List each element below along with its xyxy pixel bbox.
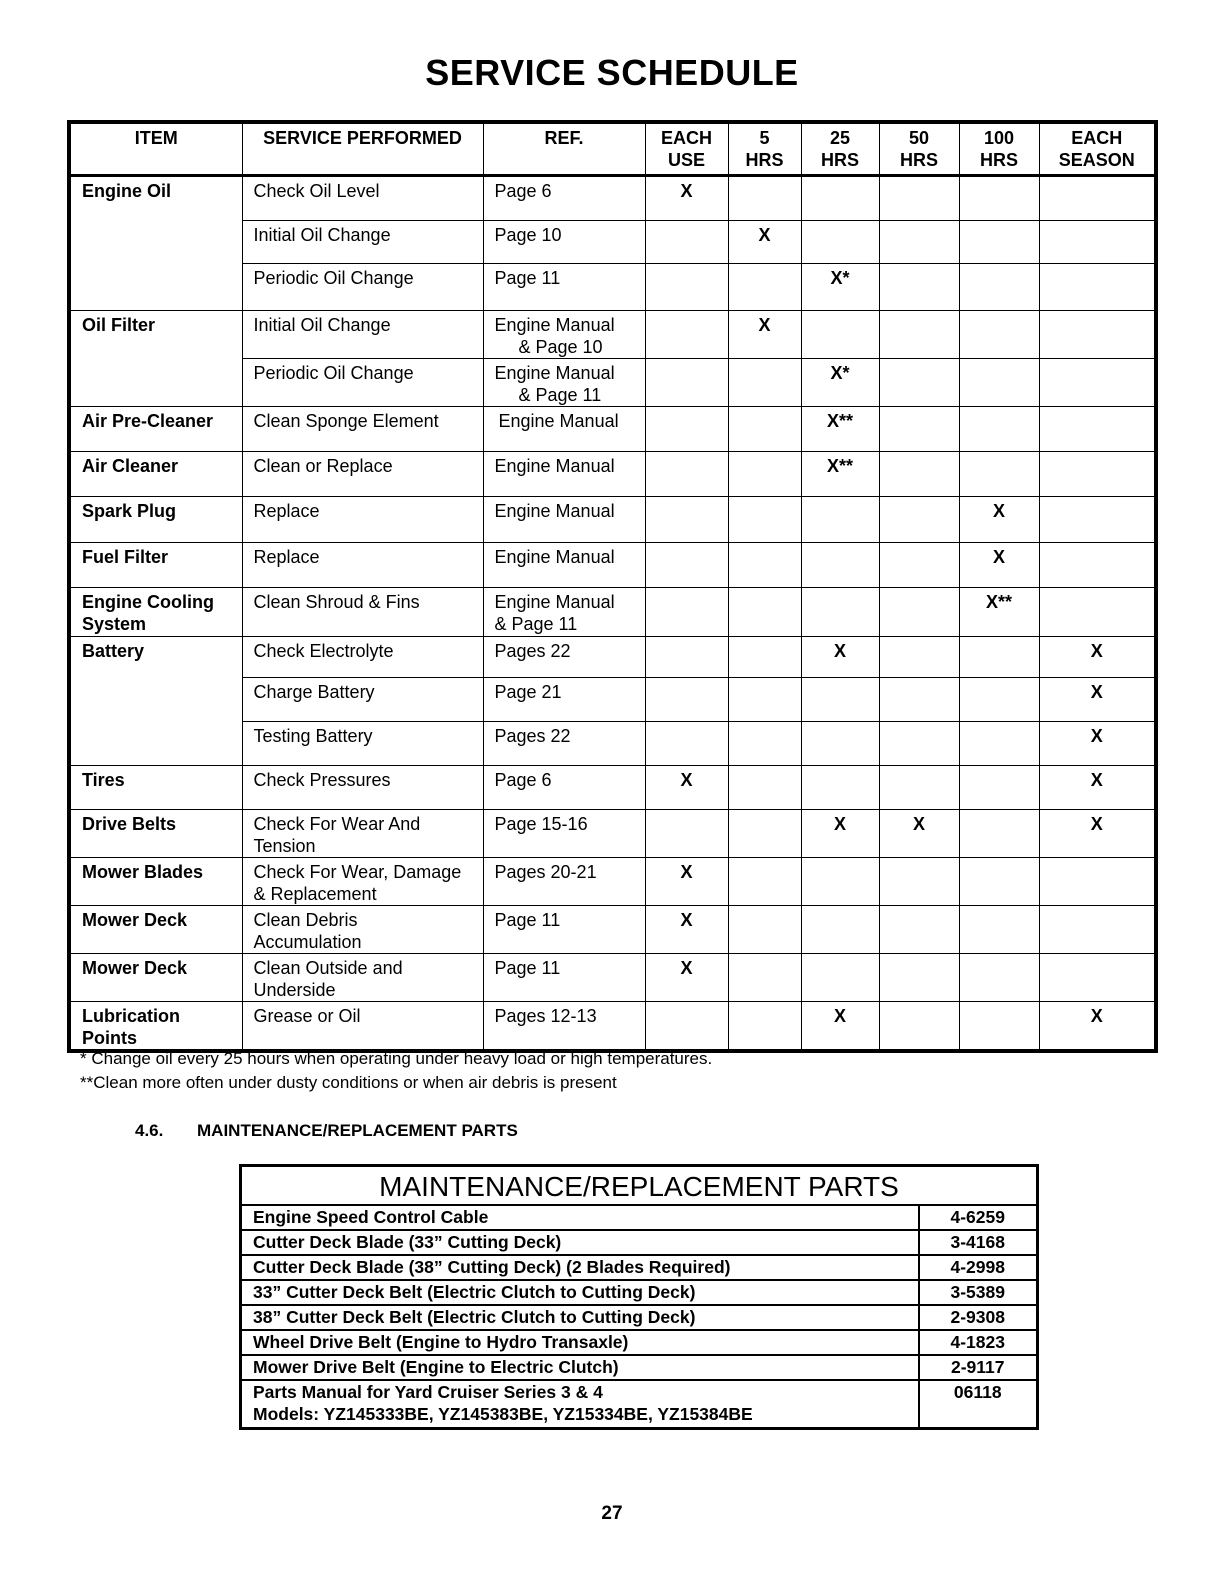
mark-100-hrs — [959, 857, 1039, 905]
mark-each-season — [1039, 542, 1156, 587]
schedule-row — [69, 1001, 1156, 1051]
header-50-hrs: 50 HRS — [879, 122, 959, 175]
mark-each-season: X — [1039, 636, 1156, 677]
mark-100-hrs — [959, 406, 1039, 451]
mark-50-hrs — [879, 857, 959, 905]
mark-5-hrs — [728, 636, 801, 677]
part-description: 38” Cutter Deck Belt (Electric Clutch to Cutting Deck) — [241, 1305, 919, 1330]
mark-100-hrs — [959, 765, 1039, 809]
schedule-row — [69, 406, 1156, 451]
part-description: Cutter Deck Blade (38” Cutting Deck) (2 Blades Required) — [241, 1255, 919, 1280]
mark-5-hrs — [728, 953, 801, 1001]
part-description: Cutter Deck Blade (33” Cutting Deck) — [241, 1230, 919, 1255]
mark-each-use — [645, 1001, 728, 1051]
schedule-service: Check Electrolyte — [242, 636, 483, 677]
mark-each-use — [645, 587, 728, 636]
schedule-ref: Engine Manual — [483, 406, 645, 451]
mark-50-hrs — [879, 220, 959, 263]
header-item: ITEM — [69, 122, 242, 175]
mark-5-hrs — [728, 721, 801, 765]
mark-50-hrs — [879, 451, 959, 496]
schedule-row — [69, 636, 1156, 677]
footnote-oil: * Change oil every 25 hours when operating under heavy load or high temperatures. — [80, 1049, 713, 1068]
mark-5-hrs: X — [728, 310, 801, 358]
schedule-service: Charge Battery — [242, 677, 483, 721]
mark-each-use — [645, 310, 728, 358]
mark-each-season — [1039, 310, 1156, 358]
schedule-item: Oil Filter — [69, 310, 242, 358]
parts-row — [241, 1355, 1038, 1380]
schedule-row — [69, 721, 1156, 765]
schedule-ref: Page 21 — [483, 677, 645, 721]
schedule-ref: Page 11 — [483, 953, 645, 1001]
mark-5-hrs — [728, 765, 801, 809]
mark-5-hrs — [728, 1001, 801, 1051]
schedule-ref: Pages 12-13 — [483, 1001, 645, 1051]
mark-each-season: X — [1039, 677, 1156, 721]
schedule-item: Tires — [69, 765, 242, 809]
schedule-ref: Pages 22 — [483, 721, 645, 765]
schedule-service: Clean Outside and Underside — [242, 953, 483, 1001]
schedule-ref: Page 6 — [483, 175, 645, 220]
mark-100-hrs — [959, 677, 1039, 721]
mark-each-season: X — [1039, 809, 1156, 857]
mark-each-use — [645, 636, 728, 677]
part-number: 3-4168 — [919, 1230, 1038, 1255]
mark-5-hrs — [728, 406, 801, 451]
parts-table — [239, 1164, 1039, 1430]
mark-each-season: X — [1039, 721, 1156, 765]
mark-50-hrs — [879, 721, 959, 765]
header-ref: REF. — [483, 122, 645, 175]
mark-100-hrs — [959, 636, 1039, 677]
mark-25-hrs — [801, 677, 879, 721]
parts-row — [241, 1230, 1038, 1255]
mark-25-hrs: X** — [801, 406, 879, 451]
schedule-service: Testing Battery — [242, 721, 483, 765]
mark-each-use — [645, 358, 728, 406]
schedule-item: Lubrication Points — [69, 1001, 242, 1051]
mark-each-use — [645, 406, 728, 451]
mark-5-hrs — [728, 677, 801, 721]
part-number: 4-6259 — [919, 1205, 1038, 1230]
mark-25-hrs — [801, 310, 879, 358]
schedule-ref: Pages 20-21 — [483, 857, 645, 905]
mark-5-hrs — [728, 542, 801, 587]
schedule-service: Clean Shroud & Fins — [242, 587, 483, 636]
mark-each-season — [1039, 587, 1156, 636]
mark-each-use: X — [645, 175, 728, 220]
schedule-row — [69, 677, 1156, 721]
mark-100-hrs: X — [959, 542, 1039, 587]
schedule-row — [69, 496, 1156, 542]
schedule-service: Initial Oil Change — [242, 220, 483, 263]
parts-row — [241, 1305, 1038, 1330]
mark-5-hrs — [728, 263, 801, 310]
mark-each-use — [645, 263, 728, 310]
mark-100-hrs — [959, 358, 1039, 406]
mark-50-hrs — [879, 496, 959, 542]
schedule-row — [69, 220, 1156, 263]
part-description: Wheel Drive Belt (Engine to Hydro Transaxle) — [241, 1330, 919, 1355]
schedule-row — [69, 451, 1156, 496]
schedule-row — [69, 587, 1156, 636]
mark-each-season: X — [1039, 765, 1156, 809]
mark-25-hrs — [801, 721, 879, 765]
mark-100-hrs — [959, 905, 1039, 953]
mark-50-hrs — [879, 587, 959, 636]
schedule-item: Mower Deck — [69, 953, 242, 1001]
schedule-item: Mower Deck — [69, 905, 242, 953]
schedule-ref: Engine Manual — [483, 496, 645, 542]
schedule-service: Clean or Replace — [242, 451, 483, 496]
schedule-item: Engine Oil — [69, 175, 242, 220]
schedule-row — [69, 809, 1156, 857]
mark-25-hrs — [801, 220, 879, 263]
mark-100-hrs — [959, 953, 1039, 1001]
mark-each-use — [645, 496, 728, 542]
parts-row — [241, 1255, 1038, 1280]
schedule-service: Grease or Oil — [242, 1001, 483, 1051]
mark-each-season — [1039, 451, 1156, 496]
mark-each-use — [645, 451, 728, 496]
part-number: 3-5389 — [919, 1280, 1038, 1305]
header-100-hrs: 100 HRS — [959, 122, 1039, 175]
part-number: 4-2998 — [919, 1255, 1038, 1280]
footnotes — [80, 1047, 712, 1095]
mark-each-season — [1039, 220, 1156, 263]
mark-50-hrs — [879, 263, 959, 310]
schedule-item: Spark Plug — [69, 496, 242, 542]
mark-25-hrs — [801, 542, 879, 587]
parts-row — [241, 1330, 1038, 1355]
mark-5-hrs — [728, 809, 801, 857]
mark-100-hrs: X — [959, 496, 1039, 542]
mark-each-use: X — [645, 905, 728, 953]
schedule-item — [69, 358, 242, 406]
parts-manual-description: Parts Manual for Yard Cruiser Series 3 & 4 Models: YZ145333BE, YZ145383BE, YZ15334BE, YZ15384BE — [241, 1380, 919, 1428]
section-heading — [135, 1121, 518, 1141]
mark-100-hrs — [959, 451, 1039, 496]
mark-each-use — [645, 220, 728, 263]
schedule-row — [69, 358, 1156, 406]
mark-100-hrs — [959, 721, 1039, 765]
schedule-service: Check For Wear, Damage & Replacement — [242, 857, 483, 905]
mark-25-hrs: X** — [801, 451, 879, 496]
mark-50-hrs — [879, 905, 959, 953]
service-schedule-table — [67, 120, 1158, 1053]
part-description: Mower Drive Belt (Engine to Electric Clutch) — [241, 1355, 919, 1380]
part-number: 2-9117 — [919, 1355, 1038, 1380]
mark-each-use — [645, 677, 728, 721]
schedule-item — [69, 220, 242, 263]
part-description: Engine Speed Control Cable — [241, 1205, 919, 1230]
schedule-service: Initial Oil Change — [242, 310, 483, 358]
mark-each-season — [1039, 905, 1156, 953]
schedule-service: Check Oil Level — [242, 175, 483, 220]
schedule-ref: Pages 22 — [483, 636, 645, 677]
schedule-row — [69, 765, 1156, 809]
schedule-row — [69, 953, 1156, 1001]
mark-100-hrs — [959, 1001, 1039, 1051]
header-service: SERVICE PERFORMED — [242, 122, 483, 175]
schedule-item: Mower Blades — [69, 857, 242, 905]
mark-each-season — [1039, 358, 1156, 406]
schedule-item: Engine Cooling System — [69, 587, 242, 636]
schedule-ref: Engine Manual & Page 11 — [483, 358, 645, 406]
page-number: 27 — [601, 1503, 623, 1524]
mark-50-hrs — [879, 953, 959, 1001]
mark-5-hrs — [728, 587, 801, 636]
mark-25-hrs — [801, 953, 879, 1001]
mark-each-season — [1039, 953, 1156, 1001]
mark-100-hrs — [959, 809, 1039, 857]
mark-50-hrs — [879, 542, 959, 587]
schedule-service: Clean Debris Accumulation — [242, 905, 483, 953]
mark-each-season: X — [1039, 1001, 1156, 1051]
schedule-ref: Engine Manual — [483, 542, 645, 587]
mark-50-hrs — [879, 310, 959, 358]
schedule-item — [69, 263, 242, 310]
schedule-ref: Engine Manual & Page 11 — [483, 587, 645, 636]
mark-each-use — [645, 542, 728, 587]
mark-each-use: X — [645, 765, 728, 809]
mark-100-hrs — [959, 220, 1039, 263]
mark-25-hrs — [801, 587, 879, 636]
schedule-row — [69, 263, 1156, 310]
schedule-item: Air Cleaner — [69, 451, 242, 496]
page-title: SERVICE SCHEDULE — [425, 52, 799, 93]
mark-5-hrs — [728, 175, 801, 220]
parts-manual-number: 06118 — [919, 1380, 1038, 1428]
part-description: 33” Cutter Deck Belt (Electric Clutch to Cutting Deck) — [241, 1280, 919, 1305]
mark-each-use — [645, 721, 728, 765]
schedule-item: Air Pre-Cleaner — [69, 406, 242, 451]
parts-row — [241, 1205, 1038, 1230]
mark-25-hrs: X* — [801, 358, 879, 406]
mark-each-use: X — [645, 953, 728, 1001]
schedule-ref: Engine Manual — [483, 451, 645, 496]
schedule-row — [69, 905, 1156, 953]
part-number: 2-9308 — [919, 1305, 1038, 1330]
schedule-ref: Engine Manual & Page 10 — [483, 310, 645, 358]
footnote-dust: **Clean more often under dusty conditions or when air debris is present — [80, 1073, 617, 1092]
mark-50-hrs — [879, 175, 959, 220]
mark-5-hrs — [728, 905, 801, 953]
mark-each-season — [1039, 263, 1156, 310]
schedule-item: Battery — [69, 636, 242, 677]
mark-each-use — [645, 809, 728, 857]
schedule-service: Replace — [242, 496, 483, 542]
schedule-ref: Page 15-16 — [483, 809, 645, 857]
mark-100-hrs — [959, 310, 1039, 358]
mark-each-season — [1039, 175, 1156, 220]
mark-5-hrs — [728, 358, 801, 406]
mark-5-hrs — [728, 496, 801, 542]
schedule-row — [69, 542, 1156, 587]
schedule-row — [69, 175, 1156, 220]
mark-25-hrs — [801, 496, 879, 542]
mark-50-hrs — [879, 358, 959, 406]
header-5-hrs: 5 HRS — [728, 122, 801, 175]
part-number: 4-1823 — [919, 1330, 1038, 1355]
mark-25-hrs: X* — [801, 263, 879, 310]
mark-50-hrs — [879, 406, 959, 451]
schedule-ref: Page 10 — [483, 220, 645, 263]
mark-5-hrs — [728, 857, 801, 905]
mark-25-hrs — [801, 905, 879, 953]
mark-25-hrs — [801, 765, 879, 809]
mark-5-hrs: X — [728, 220, 801, 263]
schedule-item: Fuel Filter — [69, 542, 242, 587]
schedule-service: Check For Wear And Tension — [242, 809, 483, 857]
schedule-ref: Page 11 — [483, 905, 645, 953]
mark-each-season — [1039, 406, 1156, 451]
schedule-service: Check Pressures — [242, 765, 483, 809]
schedule-service: Periodic Oil Change — [242, 263, 483, 310]
header-each-season: EACH SEASON — [1039, 122, 1156, 175]
header-each-use: EACH USE — [645, 122, 728, 175]
parts-manual-row — [241, 1380, 1038, 1428]
header-row — [69, 122, 1156, 175]
schedule-service: Replace — [242, 542, 483, 587]
mark-50-hrs — [879, 677, 959, 721]
mark-25-hrs: X — [801, 636, 879, 677]
schedule-ref: Page 6 — [483, 765, 645, 809]
mark-100-hrs — [959, 175, 1039, 220]
header-25-hrs: 25 HRS — [801, 122, 879, 175]
schedule-service: Clean Sponge Element — [242, 406, 483, 451]
schedule-item — [69, 721, 242, 765]
section-number: 4.6. — [135, 1121, 164, 1140]
mark-100-hrs — [959, 263, 1039, 310]
schedule-service: Periodic Oil Change — [242, 358, 483, 406]
mark-100-hrs: X** — [959, 587, 1039, 636]
mark-50-hrs — [879, 765, 959, 809]
schedule-ref: Page 11 — [483, 263, 645, 310]
mark-25-hrs: X — [801, 809, 879, 857]
section-title: MAINTENANCE/REPLACEMENT PARTS — [197, 1121, 518, 1140]
mark-each-season — [1039, 857, 1156, 905]
mark-25-hrs: X — [801, 1001, 879, 1051]
schedule-row — [69, 310, 1156, 358]
mark-25-hrs — [801, 175, 879, 220]
mark-25-hrs — [801, 857, 879, 905]
parts-table-title: MAINTENANCE/REPLACEMENT PARTS — [241, 1166, 1038, 1206]
mark-50-hrs — [879, 1001, 959, 1051]
mark-50-hrs — [879, 636, 959, 677]
schedule-row — [69, 857, 1156, 905]
schedule-item — [69, 677, 242, 721]
mark-each-season — [1039, 496, 1156, 542]
mark-5-hrs — [728, 451, 801, 496]
mark-50-hrs: X — [879, 809, 959, 857]
schedule-item: Drive Belts — [69, 809, 242, 857]
parts-row — [241, 1280, 1038, 1305]
mark-each-use: X — [645, 857, 728, 905]
